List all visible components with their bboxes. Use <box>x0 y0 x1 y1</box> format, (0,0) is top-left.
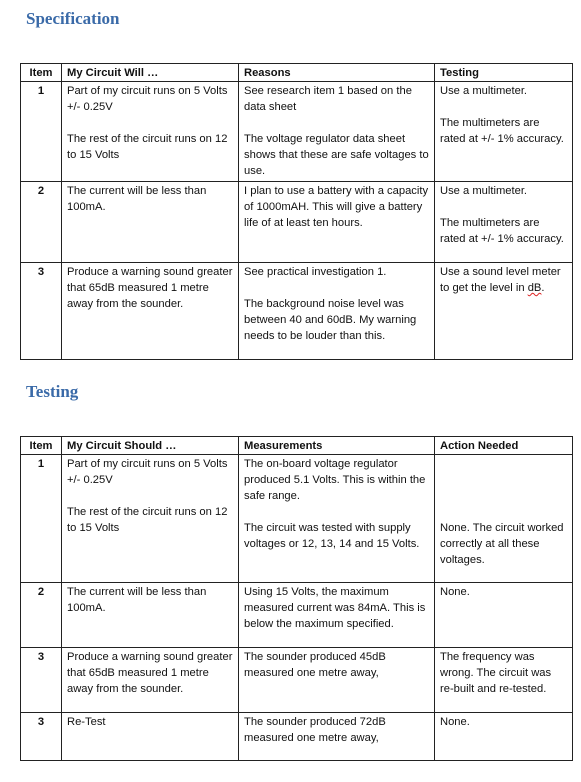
cell-action-needed <box>435 648 573 713</box>
cell-text: Part of my circuit runs on 5 Volts +/- 0.25V <box>67 458 228 486</box>
cell-action-needed <box>435 583 573 648</box>
header-testing: Testing <box>435 64 573 82</box>
cell-measurements <box>239 713 435 761</box>
cell-text: See practical investigation 1. <box>244 266 387 278</box>
cell-my-circuit-will <box>62 263 239 360</box>
cell-action-needed <box>435 713 573 761</box>
cell-my-circuit-should <box>62 648 239 713</box>
cell-text: Part of my circuit runs on 5 Volts +/- 0.25V <box>67 85 228 113</box>
table-row <box>21 263 573 360</box>
cell-text: The on-board voltage regulator produced 5.1 Volts. This is within the safe range. <box>244 458 426 502</box>
cell-text: The multimeters are rated at +/- 1% accuracy. <box>440 217 564 245</box>
cell-text: The rest of the circuit runs on 12 to 15 Volts <box>67 506 228 534</box>
cell-action-needed <box>435 455 573 583</box>
header-my-circuit-will: My Circuit Will … <box>62 64 239 82</box>
cell-my-circuit-should <box>62 583 239 648</box>
header-my-circuit-should: My Circuit Should … <box>62 437 239 455</box>
cell-my-circuit-should <box>62 713 239 761</box>
item-number: 1 <box>21 455 62 583</box>
cell-text: None. <box>440 716 470 728</box>
header-item: Item <box>21 64 62 82</box>
spellcheck-underlined-word: dB <box>527 282 542 294</box>
table-row <box>21 455 573 583</box>
cell-my-circuit-will <box>62 182 239 263</box>
cell-measurements <box>239 455 435 583</box>
cell-reasons <box>239 263 435 360</box>
cell-text: None. The circuit worked correctly at all these voltages. <box>440 522 564 566</box>
cell-testing <box>435 182 573 263</box>
item-number: 3 <box>21 263 62 360</box>
cell-text: The voltage regulator data sheet shows that these are safe voltages to use. <box>244 133 429 177</box>
item-number: 2 <box>21 583 62 648</box>
table-header-row <box>21 64 573 82</box>
cell-text: Re-Test <box>67 716 106 728</box>
cell-text: Use a sound level meter to get the level in dB. <box>440 266 561 294</box>
cell-reasons <box>239 82 435 182</box>
cell-text: The background noise level was between 40 and 60dB. My warning needs to be louder than this. <box>244 298 417 342</box>
cell-text: Using 15 Volts, the maximum measured current was 84mA. This is below the maximum specified. <box>244 586 426 630</box>
cell-testing <box>435 82 573 182</box>
cell-text: I plan to use a battery with a capacity of 1000mAH. This will give a battery life of at least ten hours. <box>244 185 429 229</box>
cell-text: The sounder produced 45dB measured one metre away, <box>244 651 386 679</box>
cell-text: The rest of the circuit runs on 12 to 15 Volts <box>67 133 228 161</box>
cell-text: Produce a warning sound greater that 65dB measured 1 metre away from the sounder. <box>67 651 233 695</box>
cell-my-circuit-will <box>62 82 239 182</box>
testing-heading: Testing <box>26 382 79 401</box>
item-number: 3 <box>21 713 62 761</box>
testing-table <box>20 436 573 761</box>
table-header-row <box>21 437 573 455</box>
cell-text: None. <box>440 586 470 598</box>
table-row <box>21 583 573 648</box>
cell-testing <box>435 263 573 360</box>
cell-text: The multimeters are rated at +/- 1% accuracy. <box>440 117 564 145</box>
header-item: Item <box>21 437 62 455</box>
item-number: 3 <box>21 648 62 713</box>
item-number: 2 <box>21 182 62 263</box>
table-row <box>21 648 573 713</box>
table-row <box>21 182 573 263</box>
cell-measurements <box>239 648 435 713</box>
header-action-needed: Action Needed <box>435 437 573 455</box>
cell-text: Use a multimeter. <box>440 185 528 197</box>
cell-text: See research item 1 based on the data sheet <box>244 85 412 113</box>
cell-text: The frequency was wrong. The circuit was re-built and re-tested. <box>440 651 552 695</box>
header-measurements: Measurements <box>239 437 435 455</box>
header-reasons: Reasons <box>239 64 435 82</box>
specification-heading: Specification <box>26 9 120 28</box>
cell-my-circuit-should <box>62 455 239 583</box>
cell-text: The circuit was tested with supply voltages or 12, 13, 14 and 15 Volts. <box>244 522 420 550</box>
cell-text: Use a multimeter. <box>440 85 528 97</box>
cell-text: The current will be less than 100mA. <box>67 185 207 213</box>
cell-measurements <box>239 583 435 648</box>
cell-text: The sounder produced 72dB measured one metre away, <box>244 716 386 744</box>
item-number: 1 <box>21 82 62 182</box>
cell-reasons <box>239 182 435 263</box>
cell-text: The current will be less than 100mA. <box>67 586 207 614</box>
specification-table <box>20 63 573 360</box>
table-row <box>21 82 573 182</box>
table-row <box>21 713 573 761</box>
cell-text: Produce a warning sound greater that 65dB measured 1 metre away from the sounder. <box>67 266 233 310</box>
